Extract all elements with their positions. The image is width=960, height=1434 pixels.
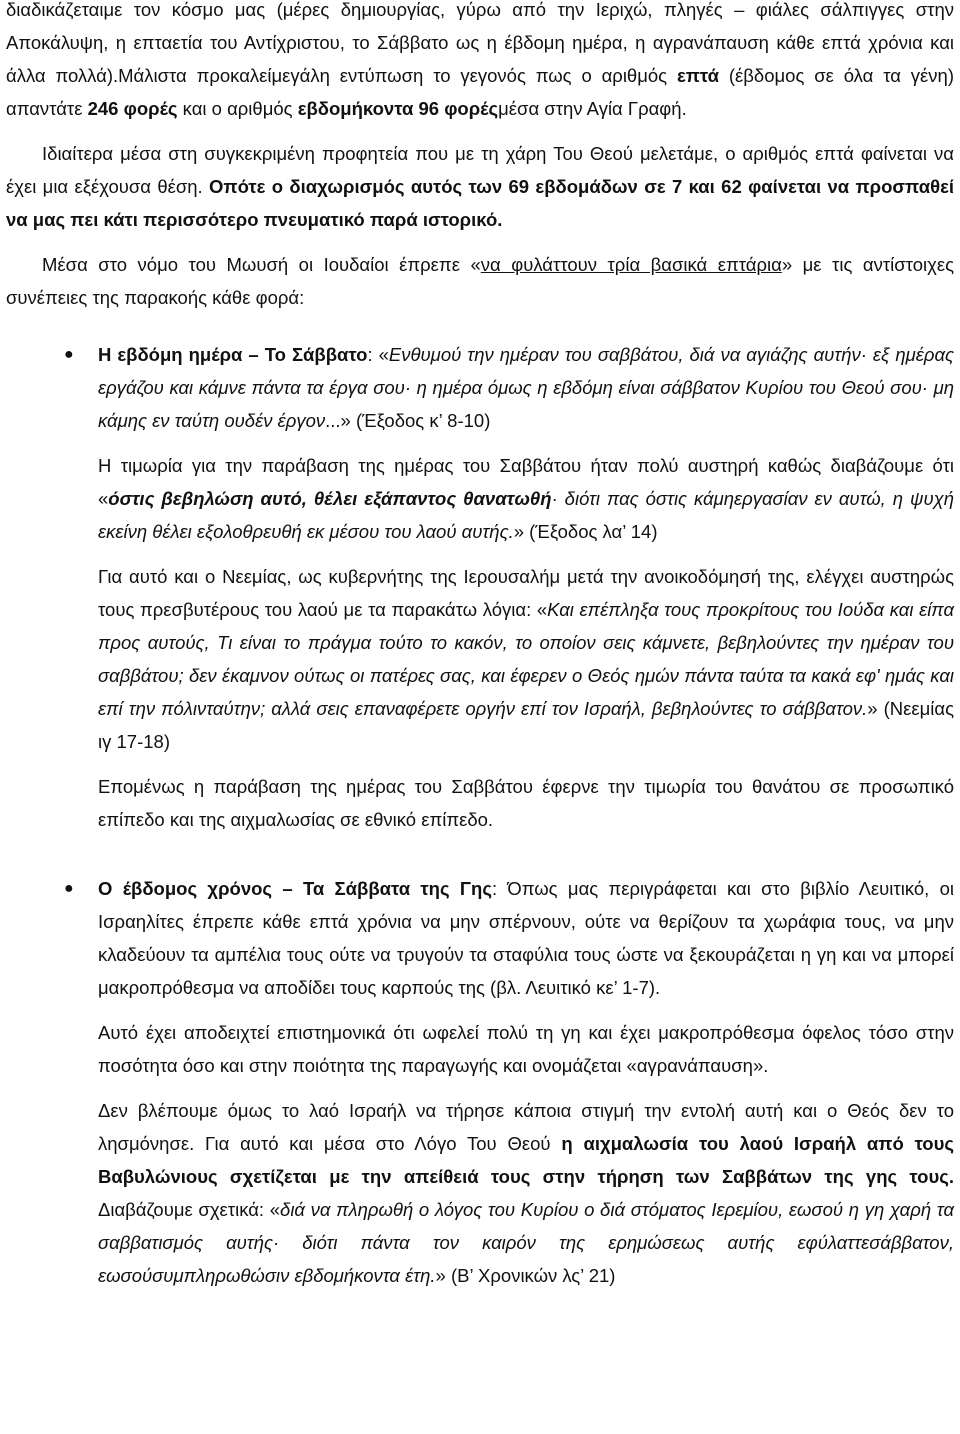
paragraph-text: Επομένως η παράβαση της ημέρας του Σαββάτου έφερνε την τιμωρία του θανάτου σε προσωπικό επίπεδο και της αιχμαλωσίας σε εθνικό επίπεδο. [98, 776, 954, 830]
emphasis-text: εβδομήκοντα 96 φορές [297, 98, 499, 119]
emphasis-text: η αιχμαλωσία του λαού Ισραήλ από τους Βαβυλώνιους σχετίζεται με την απείθειά τους στην τήρηση των Σαββάτων της γης τους. [98, 1133, 954, 1187]
sub-paragraph [98, 770, 954, 836]
paragraph-text: και ο αριθμός [177, 98, 298, 119]
citation-text: ...» (Έξοδος κ’ 8-10) [325, 410, 491, 431]
bullet-text [98, 872, 954, 1004]
bullet-text [98, 338, 954, 437]
sub-paragraph [98, 449, 954, 548]
citation-text: » (Νεεμίας ιγ 17-18) [98, 698, 955, 752]
citation-text: » (Έξοδος λα’ 14) [513, 521, 658, 542]
bullet-heading: Ο έβδομος χρόνος – Τα Σάββατα της Γης [98, 878, 492, 899]
emphasis-text: Οπότε ο διαχωρισμός αυτός των 69 εβδομάδων σε 7 και 62 φαίνεται να προσπαθεί να μας πει κάτι περισσότερο πνευματικό παρά ιστορικό. [6, 176, 954, 230]
sub-paragraph [98, 1094, 954, 1292]
paragraph-text: διαδικάζεταιμε τον κόσμο μας (μέρες δημιουργίας, γύρω από την Ιεριχώ, πληγές – φιάλες σάλπιγγες στην Αποκάλυψη, η επταετία του Αντίχριστου, το Σάββατο ως η έβδομη ημέρα, η αγρανάπαυση κάθε επτά χρόνια και άλλα πολλά). [6, 0, 954, 86]
underlined-text: να φυλάττουν τρία βασικά επτάρια [480, 254, 782, 275]
emphasis-text: επτά [676, 65, 719, 86]
paragraph-text: Μέσα στο νόμο του Μωυσή οι Ιουδαίοι έπρεπε « [42, 254, 481, 275]
emphasis-text: 246 φορές [87, 98, 178, 119]
sub-paragraph [98, 560, 954, 758]
bullet-item-sabbath [6, 338, 954, 836]
bullet-heading: Η εβδόμη ημέρα – Το Σάββατο [98, 344, 368, 365]
paragraph-text: : « [367, 344, 389, 365]
intro-paragraph [6, 0, 954, 125]
paragraph-text: Ιδιαίτερα μέσα στη συγκεκριμένη προφητεία που με τη χάρη Του Θεού μελετάμε, ο αριθμός επτά φαίνεται να έχει μια εξέχουσα θέση. [6, 143, 954, 197]
paragraph-text: Αυτό έχει αποδειχτεί επιστημονικά ότι ωφελεί πολύ τη γη και έχει μακροπρόθεσμα όφελος τόσο στην ποσότητα όσο και στην ποιότητα της παραγωγής και ονομάζεται «αγρανάπαυση». [98, 1022, 954, 1076]
paragraph-text: Μάλιστα προκαλείμεγάλη εντύπωση το γεγονός πως ο αριθμός [118, 65, 677, 86]
sub-paragraph [98, 1016, 954, 1082]
paragraph-text: Δεν βλέπουμε όμως το λαό Ισραήλ να τήρησε κάποια στιγμή την εντολή αυτή και ο Θεός δεν το λησμόνησε. Για αυτό και μέσα στο Λόγο Του Θεού [98, 1100, 954, 1154]
paragraph-text: Για αυτό και ο Νεεμίας, ως κυβερνήτης της Ιερουσαλήμ μετά την ανοικοδόμησή της, ελέγχει αυστηρώς τους πρεσβυτέρους του λαού με τα παρακάτω λόγια: « [98, 566, 954, 620]
paragraph-text: Η τιμωρία για την παράβαση της ημέρας του Σαββάτου ήταν πολύ αυστηρή καθώς διαβάζουμε ότι « [98, 455, 954, 509]
bullet-icon: ● [64, 880, 74, 897]
law-paragraph [6, 248, 954, 314]
quote-text: Ενθυμού την ημέραν του σαββάτου, διά να αγιάζης αυτήν· εξ ημέρας εργάζου και κάμνε πάντα τα έργα σου· η ημέρα όμως η εβδόμη είναι σάββατον Κυρίου του Θεού σου· μη κάμης εν ταύτη ουδέν έργον [98, 344, 954, 431]
paragraph-text: : Όπως μας περιγράφεται και στο βιβλίο Λευιτικό, οι Ισραηλίτες έπρεπε κάθε επτά χρόνια να μην σπέρνουν, ούτε να θερίζουν τα χωράφια τους, να μην κλαδεύουν τα αμπέλια τους ούτε να τρυγούν τα σταφύλια τους ώστε να ξεκουράζεται η γη και να μπορεί μακροπρόθεσμα να αποδίδει τους καρπούς της (βλ. Λευιτικό κε’ 1-7). [98, 878, 954, 998]
paragraph-text: » με τις αντίστοιχες συνέπειες της παρακοής κάθε φορά: [6, 254, 954, 308]
bullet-icon: ● [64, 346, 74, 363]
quote-text: Και επέπληξα τους προκρίτους του Ιούδα και είπα προς αυτούς, Τι είναι το πράγμα τούτο το κακόν, το οποίον σεις κάμνετε, βεβηλούντες την ημέραν του σαββάτου; δεν έκαμνον ούτως οι πατέρες σας, και έφερεν ο Θεός ημών πάντα ταύτα τα κακά εφ' ημάς και επί την πόλινταύτην; αλλά σεις επαναφέρετε οργήν επί τον Ισραήλ, βεβηλούντες το σάββατον. [98, 599, 954, 719]
quote-text: όστις βεβηλώση αυτό, θέλει εξάπαντος θανατωθή [108, 488, 552, 509]
prophecy-paragraph [6, 137, 954, 236]
citation-text: » (Β’ Χρονικών λς’ 21) [435, 1265, 616, 1286]
quote-text: · διότι πας όστις κάμηεργασίαν εν αυτώ, η ψυχή εκείνη θέλει εξολοθρευθή εκ μέσου του λαού αυτής. [98, 488, 954, 542]
quote-text: διά να πληρωθή ο λόγος του Κυρίου ο διά στόματος Ιερεμίου, εωσού η γη χαρή τα σαββατισμός αυτής· διότι πάντα τον καιρόν της ερημώσεως αυτής εφύλαττεσάββατον, εωσούσυμπληρωθώσιν εβδομήκοντα έτη. [98, 1199, 954, 1286]
paragraph-text: Διαβάζουμε σχετικά: « [98, 1199, 281, 1220]
bullet-item-seventh-year [6, 872, 954, 1292]
paragraph-text: μέσα στην Αγία Γραφή. [498, 98, 687, 119]
paragraph-text: (έβδομος σε όλα τα γένη) απαντάτε [6, 65, 954, 119]
